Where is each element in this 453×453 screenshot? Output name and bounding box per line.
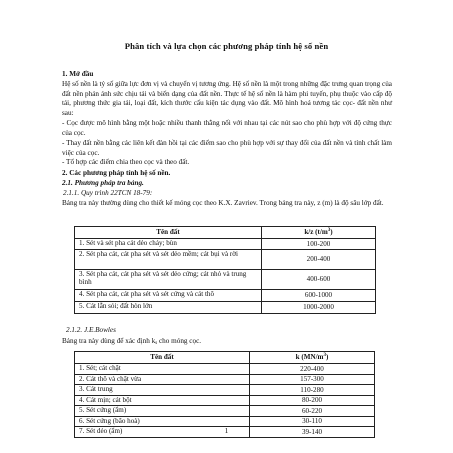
soil-name-cell: 1. Sét và sét pha cát dẻo chảy; bùn	[75, 239, 262, 250]
soil-name-cell: 3. Cát trung	[75, 385, 250, 396]
table-row	[75, 385, 375, 396]
table-row	[75, 302, 376, 314]
value-cell: 30-110	[250, 416, 375, 427]
table-row	[75, 364, 375, 375]
section-1-heading: 1. Mở đầu	[62, 70, 94, 78]
page-number: 1	[224, 426, 229, 435]
column-header-soil: Tên đất	[75, 352, 250, 364]
section-2-1-2-paragraph: Bảng tra này dùng để xác định $k_s$ cho móng cọc.	[62, 337, 202, 346]
value-cell: 600-1000	[262, 290, 376, 302]
table-row	[75, 270, 376, 290]
soil-name-cell: 2. Sét pha cát, cát pha sét và sét dẻo mềm; cát bụi và rời	[75, 250, 262, 270]
value-cell: 110-280	[250, 385, 375, 396]
document-title: Phân tích và lựa chọn các phương pháp tính hệ số nền	[124, 41, 329, 51]
value-cell: 80-200	[250, 395, 375, 406]
soil-name-cell: 7. Sét dẻo (ẩm)	[75, 427, 250, 438]
soil-name-cell: 4. Cát mịn; cát bột	[75, 395, 250, 406]
value-cell: 1000-2000	[262, 302, 376, 314]
column-header-kz: k/z $(t/m^3)$	[262, 227, 376, 239]
section-1-paragraph: Hệ số nền là tỷ số giữa lực đơn vị và chuyển vị tương ứng. Hệ số nền là một trong những đặc trưng quan trọng của đất nền phản ánh sức chịu tải và biến dạng của đất nền. Thực tế hệ số nền là hàm phi tuyến, phụ thuộc vào cấp độ tải, phương thức gia tải, loại đất, kích thước cấu kiện tác dụng vào đất. Mô hình hoá tương tác cọc- đất nền như sau:	[62, 80, 392, 117]
soil-name-cell: 2. Cát thô và chặt vừa	[75, 374, 250, 385]
table-bowles	[74, 351, 375, 438]
section-2-1-2-heading: 2.1.2. J.E.Bowles	[66, 326, 116, 334]
value-cell: 200-400	[262, 250, 376, 270]
value-cell: 220-400	[250, 364, 375, 375]
soil-name-cell: 3. Sét pha cát, cát pha sét và sét dẻo cứng; cát nhỏ và trung bình	[75, 270, 262, 290]
column-header-k: k $(MN/m^3)$	[250, 352, 375, 364]
table-row	[75, 239, 376, 250]
soil-name-cell: 5. Sét cứng (ẩm)	[75, 406, 250, 417]
table-row	[75, 395, 375, 406]
section-2-heading: 2. Các phương pháp tính hệ số nền.	[62, 169, 171, 177]
soil-name-cell: 1. Sét; cát chặt	[75, 364, 250, 375]
table-row	[75, 416, 375, 427]
value-cell: 39-140	[250, 427, 375, 438]
value-cell: 60-220	[250, 406, 375, 417]
section-2-1-1-heading: 2.1.1. Quy trình 22TCN 18-79:	[63, 189, 153, 197]
column-header-soil: Tên đất	[75, 227, 262, 239]
table-header-row	[75, 227, 376, 239]
value-cell: 400-600	[262, 270, 376, 290]
bullet-2: - Thay đất nền bằng các liên kết đàn hồi tại các điểm sao cho phù hợp với sự thay đổi của đất nền và tính chất làm việc của cọc.	[62, 139, 392, 157]
section-2-1-heading: 2.1. Phương pháp tra bảng.	[62, 179, 144, 187]
value-cell: 100-200	[262, 239, 376, 250]
table-row	[75, 406, 375, 417]
soil-name-cell: 6. Sét cứng (bão hoà)	[75, 416, 250, 427]
table-row	[75, 290, 376, 302]
section-2-1-1-paragraph: Bảng tra này thường dùng cho thiết kế móng cọc theo K.X. Zavriev. Trong bảng tra này, z (m) là độ sâu lớp đất.	[62, 199, 384, 207]
table-zavriev	[74, 226, 376, 314]
table-header-row	[75, 352, 375, 364]
table-row	[75, 250, 376, 270]
soil-name-cell: 4. Sét pha cát, cát pha sét và sét cứng và cát thô	[75, 290, 262, 302]
value-cell: 157-300	[250, 374, 375, 385]
soil-name-cell: 5. Cát lẫn sỏi; đất hòn lớn	[75, 302, 262, 314]
bullet-3: - Tổ hợp các điểm chia theo cọc và theo đất.	[62, 158, 190, 166]
bullet-1: - Cọc được mô hình bằng một hoặc nhiều thanh thẳng nối với nhau tại các nút sao cho phù hợp với độ cứng thực của cọc.	[62, 119, 392, 137]
table-row	[75, 374, 375, 385]
